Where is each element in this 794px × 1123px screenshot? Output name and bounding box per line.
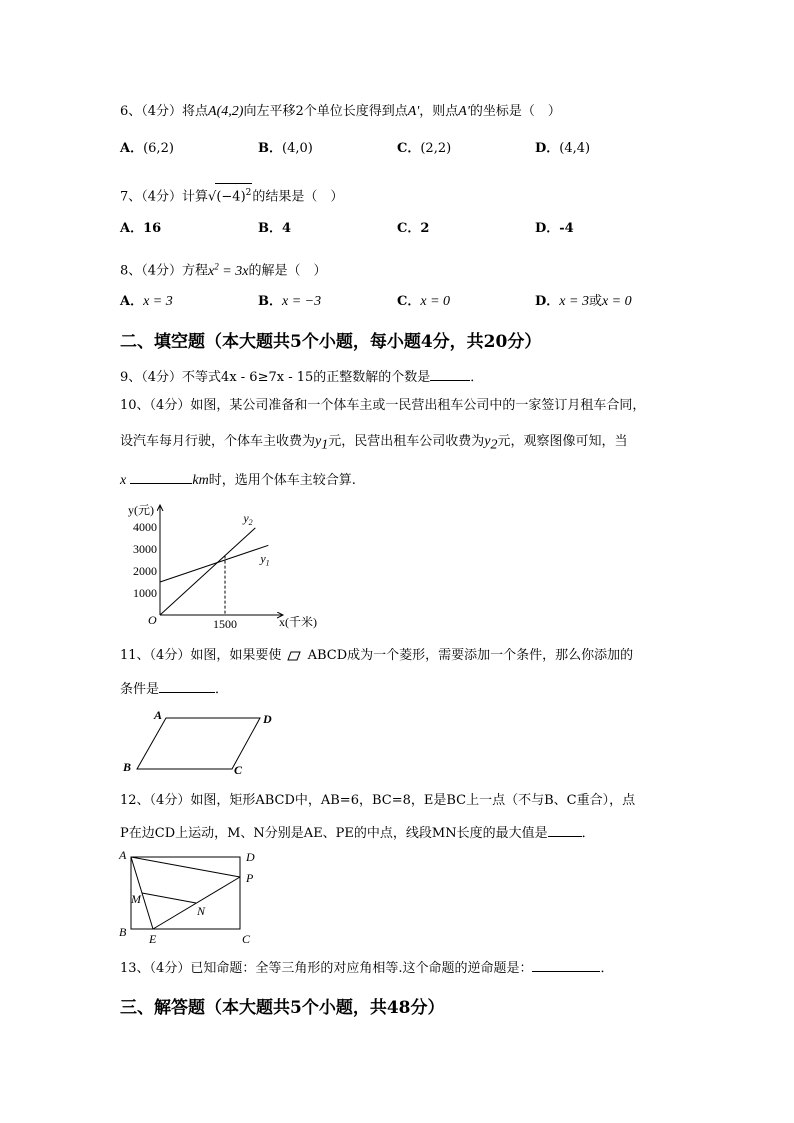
section-title-answers: 三、解答题（本大题共5个小题，共48分） xyxy=(120,998,445,1018)
q11-answer-blank[interactable] xyxy=(159,679,215,693)
point-p-label: P xyxy=(246,871,254,885)
rectangle-abcd xyxy=(131,857,240,929)
point-b-label: B xyxy=(123,760,132,774)
q11-parallelogram-figure xyxy=(118,708,288,778)
q8-option-c[interactable]: C．x = 0 xyxy=(397,294,451,309)
x-axis-label: x(千米) xyxy=(279,615,317,629)
point-b-label: B xyxy=(119,925,127,939)
segment-pe xyxy=(153,877,240,929)
y-axis-label: y(元) xyxy=(128,503,154,517)
q12-line1: 12、（4分）如图，矩形ABCD中，AB=6，BC=8，E是BC上一点（不与B、C重合），点 xyxy=(120,793,636,808)
sqrt-sign-icon: √ xyxy=(208,189,217,205)
q10-answer-blank[interactable] xyxy=(130,470,192,484)
q7-option-b[interactable]: B．4 xyxy=(258,221,292,236)
segment-mn xyxy=(142,893,196,903)
q11-line1: 11、（4分）如图，如果要使 ABCD成为一个菱形，需要添加一个条件，那么你添加的 xyxy=(120,648,634,663)
q6-option-a[interactable]: A．(6,2) xyxy=(120,141,174,156)
q7-option-a[interactable]: A．16 xyxy=(120,221,162,236)
q7-prefix: 7、（4分）计算 xyxy=(120,189,209,205)
series-label-y1: $y_1$ xyxy=(260,551,270,568)
x-tick-label: 1500 xyxy=(213,617,237,631)
q8-option-d[interactable]: D．x = 3或x = 0 xyxy=(535,294,632,309)
q6-suffix: 的坐标是（ ） xyxy=(469,104,561,119)
point-d-label: D xyxy=(263,712,272,726)
section-title-fill-in: 二、填空题（本大题共5个小题，每小题4分，共20分） xyxy=(120,332,542,352)
q8-option-b[interactable]: B．x = −3 xyxy=(258,294,322,309)
origin-label: O xyxy=(148,613,157,627)
q6-option-b[interactable]: B．(4,0) xyxy=(258,141,313,156)
q6-middle: 向左平移2个单位长度得到点 xyxy=(243,104,408,119)
y-tick-label: 2000 xyxy=(133,564,157,578)
q12-answer-blank[interactable] xyxy=(548,823,582,837)
q12-rectangle-figure xyxy=(116,846,266,946)
q10-line2: 设汽车每月行驶，个体车主收费为$y_1$元，民营出租车公司收费为$y_2$元，观察图像可知，当 xyxy=(120,434,628,453)
point-c-label: C xyxy=(234,763,243,777)
segment-ap xyxy=(131,857,240,877)
point-e-label: E xyxy=(149,932,157,946)
series-line-y1 xyxy=(160,545,268,582)
q8-prefix: 8、（4分）方程 xyxy=(120,263,209,279)
point-a-label: A xyxy=(119,848,127,862)
q8-suffix: 的解是（ ） xyxy=(248,263,327,279)
q10-line3: x km时，选用个体车主较合算. xyxy=(120,470,356,490)
q7-suffix: 的结果是（ ） xyxy=(252,189,344,205)
y-tick-label: 3000 xyxy=(133,542,157,556)
parallelogram-symbol-icon xyxy=(287,651,301,661)
q9-answer-blank[interactable] xyxy=(430,367,470,381)
parallelogram-abcd xyxy=(137,718,260,769)
point-n-label: N xyxy=(197,904,206,918)
q6-point-a1: A' xyxy=(407,104,420,119)
series-label-y2: $y_2$ xyxy=(243,510,253,527)
point-a-label: A xyxy=(154,708,163,722)
q6-option-c[interactable]: C．(2,2) xyxy=(397,141,452,156)
q7-option-d[interactable]: D．-4 xyxy=(535,221,574,236)
point-d-label: D xyxy=(246,850,255,864)
q13-answer-blank[interactable] xyxy=(532,958,600,972)
q10-line-chart xyxy=(115,500,330,635)
q6-prefix: 6、（4分）将点 xyxy=(120,104,209,119)
series-line-y2 xyxy=(160,528,255,615)
q6-point-a2: A' xyxy=(458,104,470,119)
q6-point: A(4,2) xyxy=(208,104,244,119)
q8-equation: $x^2 = 3x$ xyxy=(208,261,249,279)
q8-stem xyxy=(120,257,326,281)
y-tick-label: 1000 xyxy=(133,586,157,600)
q6-middle2: ，则点 xyxy=(419,104,459,119)
q7-option-c[interactable]: C．2 xyxy=(397,221,430,236)
y-tick-label: 4000 xyxy=(133,520,157,534)
point-c-label: C xyxy=(242,932,251,946)
q10-line1: 10、（4分）如图，某公司准备和一个体车主或一民营出租车公司中的一家签订月租车合同， xyxy=(120,398,646,413)
q12-line2: P在边CD上运动，M、N分别是AE、PE的中点，线段MN长度的最大值是 ． xyxy=(120,823,595,843)
q7-stem xyxy=(120,183,343,206)
q6-option-d[interactable]: D．(4,4) xyxy=(535,141,591,156)
q7-radicand: $(-4)^2$ xyxy=(215,183,252,206)
q8-option-a[interactable]: A．x = 3 xyxy=(120,294,173,309)
q9-stem: 9、（4分）不等式4x - 6≥7x - 15的正整数解的个数是 ． xyxy=(120,367,483,387)
q11-line2: 条件是 ． xyxy=(120,679,228,699)
q6-stem xyxy=(120,103,561,121)
q13-stem: 13、（4分）已知命题：全等三角形的对应角相等.这个命题的逆命题是： ． xyxy=(120,958,613,978)
point-m-label: M xyxy=(131,892,141,906)
